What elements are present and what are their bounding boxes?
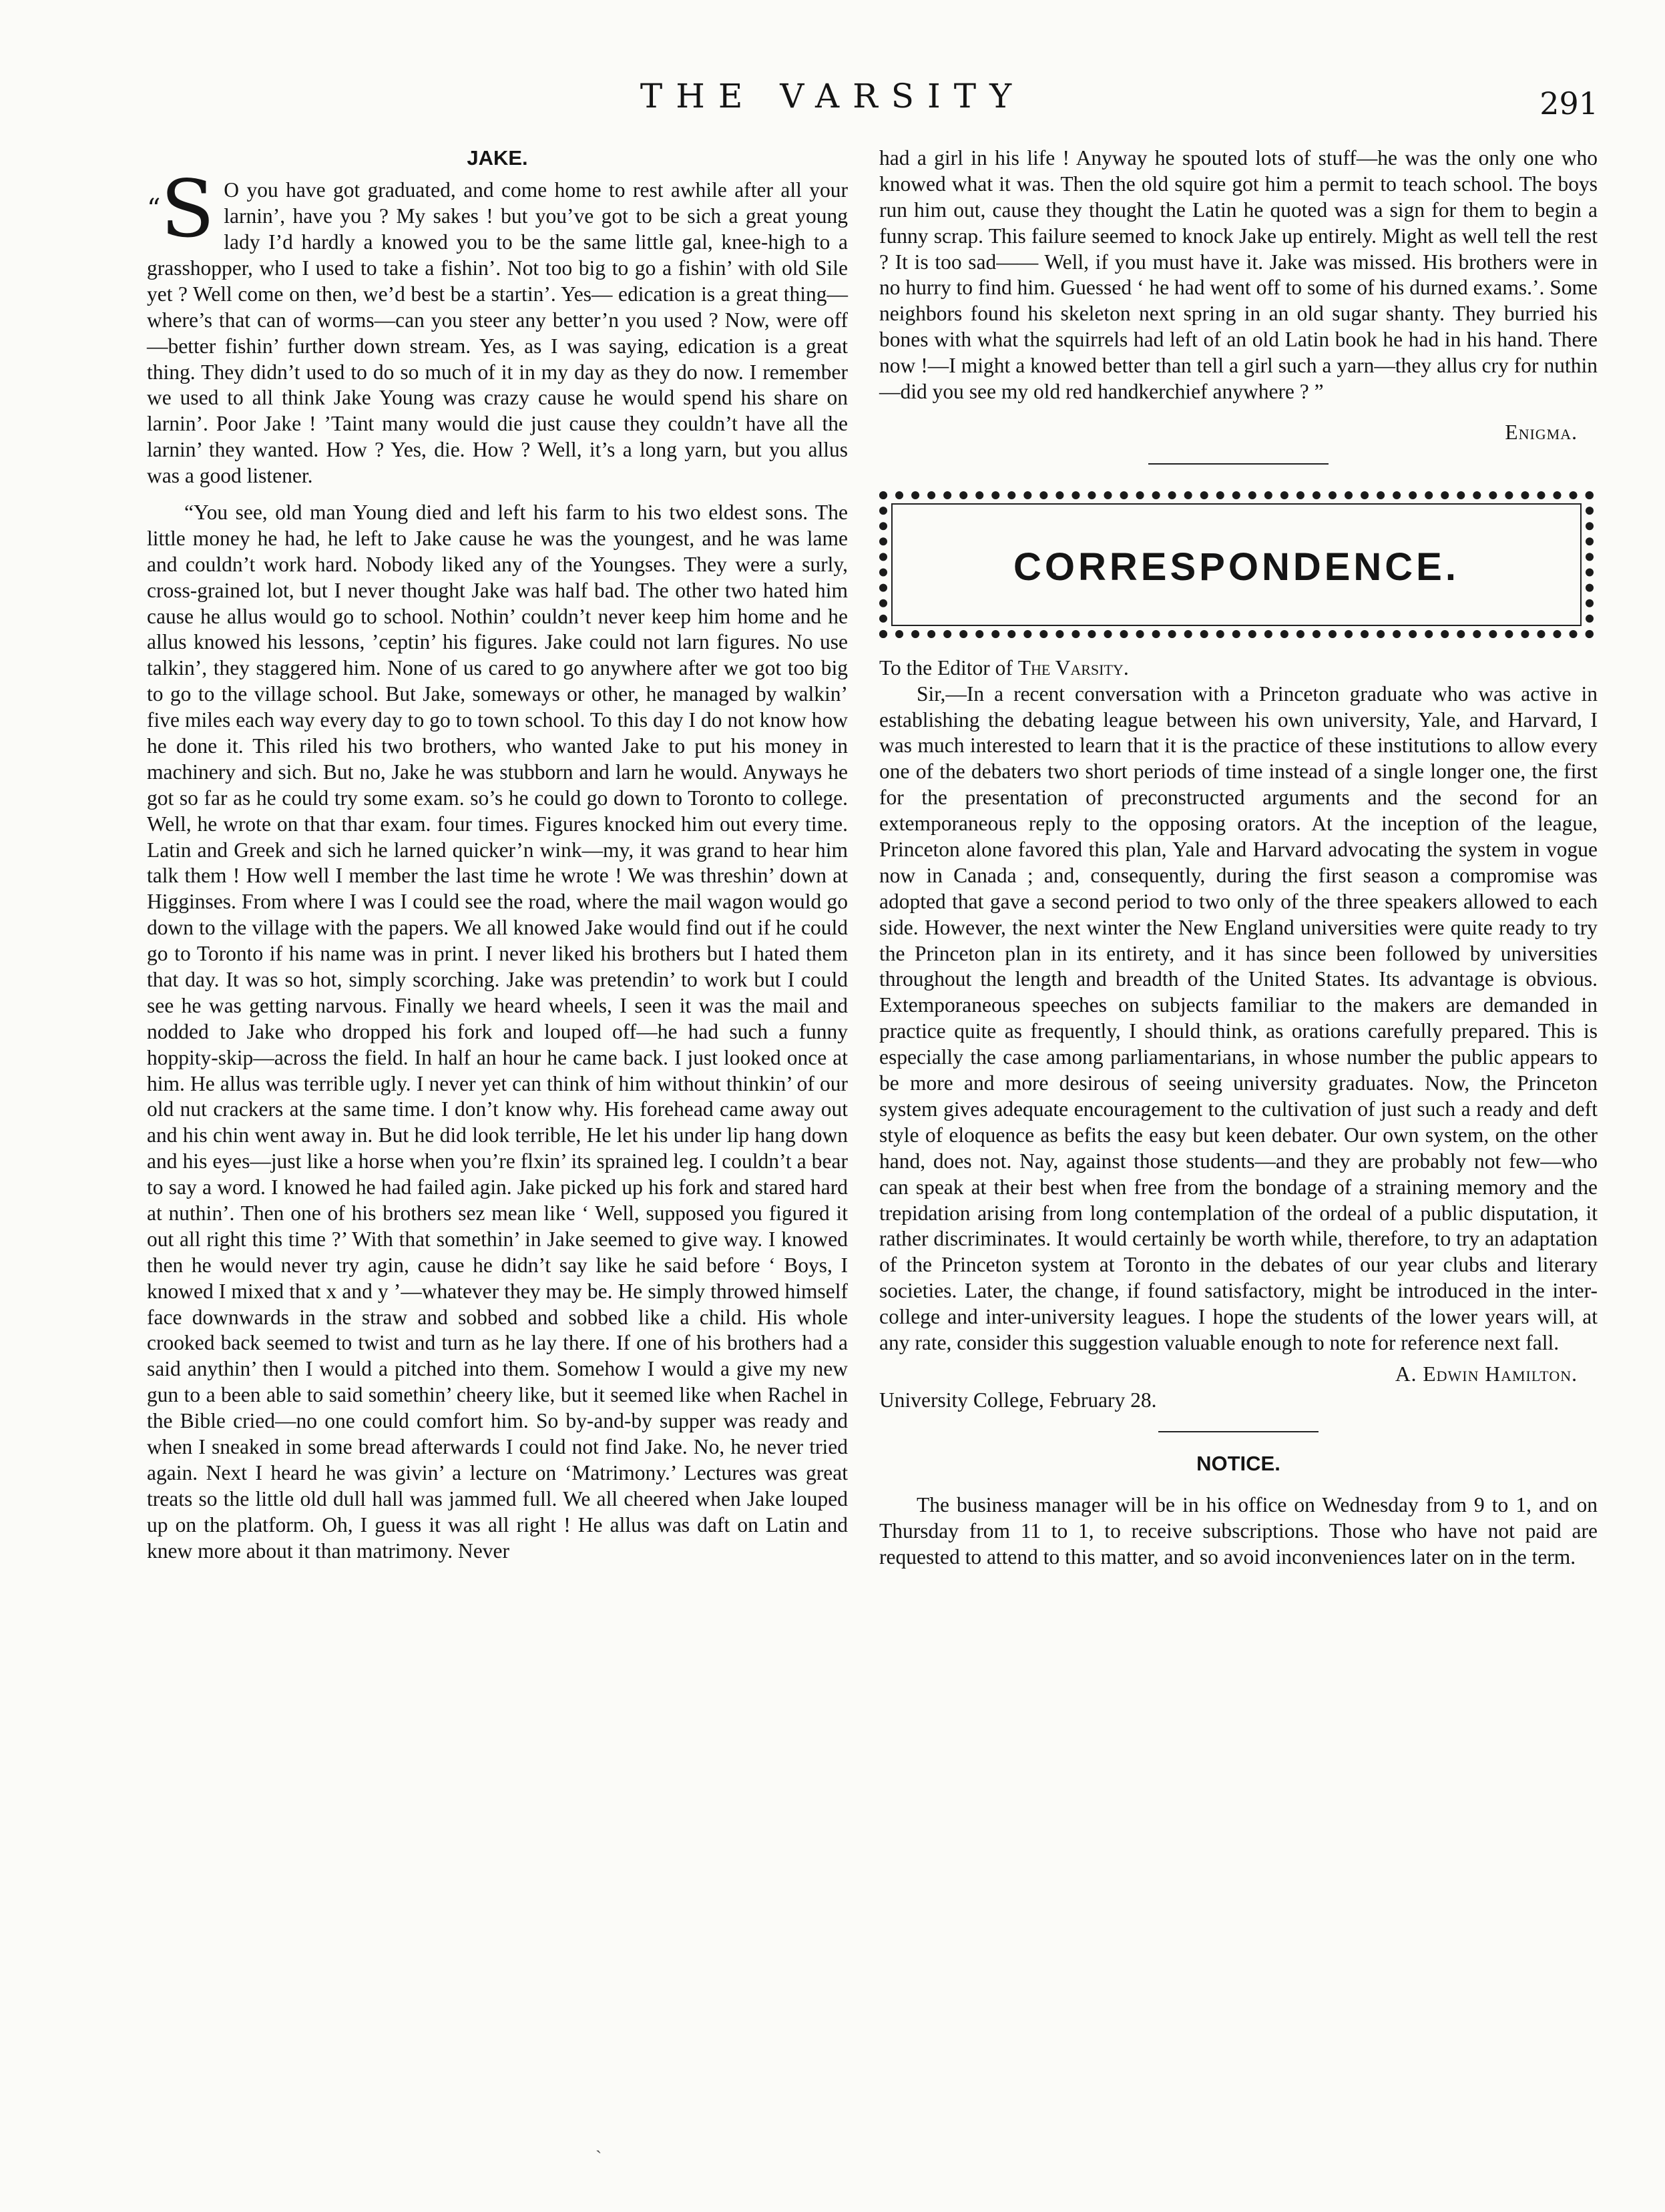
letter-signature: A. Edwin Hamilton.: [1395, 1362, 1578, 1386]
running-head: THE VARSITY: [640, 77, 1025, 115]
left-column: [147, 146, 848, 1564]
salutation-suffix: .: [1123, 655, 1129, 679]
notice-body: The business manager will be in his office on Wednesday from 9 to 1, and on Thursday from 11 to 1, to receive subscriptions. Those who have not paid are requested to attend to this matter, and so avoid inconveniences later on in the term.: [879, 1492, 1598, 1569]
jake-paragraph-1-text: O you have got graduated, and come home to rest awhile after all your larnin’, have you ? My sakes ! but you’ve got to be sich a great young lady I’d hardly a knowed you to be the same little gal, knee-high to a grasshopper, who I used to take a fishin’. Not too big to go a fishin’ with old Sile yet ? Well come on then, we’d best be a startin’. Yes— edication is a great thing—where’s that can of worms—can you steer any better’n you used ? Now, were off—better fishin’ further down stream. Yes, as I was saying, edication is a great thing. They didn’t used to do so much of it in my day as they do now. I remember we used to all think Jake Young was crazy cause he would spend his share on larnin’. Poor Jake ! ’Taint many would die just cause they couldn’t have all the larnin’ they wanted. How ? Yes, die. How ? Well, it’s a long yarn, but you allus was a good listener.: [147, 178, 848, 488]
jake-signature: Enigma.: [1505, 420, 1578, 444]
salutation-prefix: To the Editor of: [879, 655, 1018, 679]
dropcap-letter: S: [160, 163, 215, 256]
jake-heading: JAKE.: [467, 146, 528, 170]
open-quote: “: [147, 194, 161, 225]
jake-paragraph-1: [147, 163, 848, 489]
correspondence-banner: [879, 491, 1594, 638]
jake-paragraph-2: “You see, old man Young died and left his farm to his two eldest sons. The little money he had, he left to Jake cause he was the youngest, and he was lame and couldn’t work hard. Nobody liked any of the Youngses. They were a surly, cross-grained lot, but I never thought Jake was half bad. The other two hated him cause he allus would go to school. Nothin’ couldn’t never keep him home and he allus knowed his lessons, ’ceptin’ his figures. Jake could not larn figures. No use talkin’, they staggered him. None of us cared to go anywhere after we got too big to go to the village school. But Jake, someways or other, he managed by walkin’ five miles each way every day to go to town school. To this day I do not know how he done it. This riled his two brothers, who wanted Jake to put his money in machinery and sich. But no, Jake he was stubborn and larn he would. Anyways he got so far as he could try some exam. so’s he could go down to Toronto to college. Well, he wrote on that thar exam. four times. Figures knocked him out every time. Latin and Greek and sich he larned quicker’n wink—my, it was grand to hear him talk them ! How well I member the last time he wrote ! We was threshin’ down at Higginses. From where I was I could see the road, where the mail wagon would go down to the village with the papers. We all knowed Jake would find out if he could go to Toronto if his name was in print. I never liked his brothers but I hated them that day. It was so hot, simply scorching. Jake was pretendin’ to work but I could see he was getting narvous. Finally we heard wheels, I seen it was the mail and nodded to Jake who dropped his fork and louped off—he had such a funny hoppity-skip—across the field. In half an hour he came back. I just looked once at him. He allus was terrible ugly. I never yet can think of him without thinkin’ of our old nut crackers at the same time. I don’t know why. His forehead came away out and his chin went away in. But he did look terrible, He let his under lip hang down and his eyes—just like a horse when you’re flxin’ its sprained leg. I couldn’t a bear to say a word. I knowed he had failed agin. Jake picked up his fork and stared hard at nuthin’. Then one of his brothers sez mean like ‘ Well, supposed you figured it out all right this time ?’ With that somethin’ in Jake seemed to give way. I knowed then he would never try agin, cause he didn’t say like he said before ‘ Boys, I knowed I mixed that x and y ’—whatever they may be. He simply throwed himself face downwards in the straw and sobbed and sobbed like a child. His whole crooked back seemed to twist and turn as he lay there. If one of his brothers had a said anythin’ then I would a pitched into them. Somehow I would a give my new gun to a been able to said somethin’ cheery like, but it seemed like when Rachel in the Bible cried—no one could comfort him. So by-and-by supper was ready and when I sneaked in some bread afterwards I could not find Jake. No, he never tried again. Next I heard he was givin’ a lecture on ‘Matrimony.’ Lectures was great treats so the little old dull hall was jammed full. We all cheered when Jake louped up on the platform. Oh, I guess it was all right ! He allus was daft on Latin and knew more about it than matrimony. Never: [147, 500, 848, 1563]
letter-body: Sir,—In a recent conversation with a Princeton graduate who was active in establishing the debating league between his own university, Yale, and Harvard, I was much interested to learn that it is the practice of these institutions to allow every one of the debaters two short periods of time instead of a single longer one, the first for the presentation of preconstructed arguments and the second for an extemporaneous reply to the opposing orators. At the inception of the league, Princeton alone favored this plan, Yale and Harvard advocating the system in vogue now in Canada ; and, consequently, during the first season a compromise was adopted that gave a second period to two only of the three speakers allowed to each side. However, the next winter the New England universities were quite ready to try the Princeton plan in its entirety, and it has since been followed by universities throughout the length and breadth of the United States. Its advantage is obvious. Extemporaneous speeches on subjects familiar to the makers are demanded in practice quite as frequently, I should think, as orations carefully prepared. This is especially the case among parliamentarians, in whose number the public appears to be more and more desirous of seeing university graduates. Now, the Princeton system gives adequate encouragement to the cultivation of just such a ready and deft style of eloquence as befits the easy but keen debater. Our own system, on the other hand, does not. Nay, against those students—and they are probably not few—who can speak at their best when free from the bondage of a straining memory and the trepidation arising from long contemplation of the ordeal of a public disputation, it rather discriminates. It would certainly be worth while, therefore, to try an adaptation of the Princeton system at Toronto in the debates of our year clubs and literary societies. Later, the change, if found satisfactory, might be introduced in the inter-college and inter-university leagues. I hope the students of the lower years will, at any rate, consider this suggestion valuable enough to note for reference next fall.: [879, 681, 1598, 1354]
right-column: [879, 146, 1598, 1571]
notice-divider: [1158, 1431, 1319, 1432]
page-number: 291: [1539, 85, 1598, 121]
salutation-paper: The Varsity: [1017, 655, 1124, 679]
section-divider: [1148, 463, 1329, 465]
correspondence-title: CORRESPONDENCE.: [1013, 545, 1459, 589]
stray-mark: ˎ: [596, 2133, 602, 2154]
jake-continuation: had a girl in his life ! Anyway he spouted lots of stuff—he was the only one who knowed what it was. Then the old squire got him a permit to teach school. The boys run him out, cause they thought the Latin he quoted was a sign for them to begin a funny scrap. This failure seemed to knock Jake up entirely. Might as well tell the rest ? It is too sad—— Well, if you must have it. Jake was missed. His brothers were in no hurry to find him. Guessed ‘ he had went off to some of his durned exams.’. Some neighbors found his skeleton next spring in an old sugar shanty. They burried his bones with what the squirrels had left of an old Latin book he had in his hand. There now !—I might a knowed better than tell a girl such a yarn—they allus cry for nuthin—did you see my old red handkerchief anywhere ? ”: [879, 146, 1598, 404]
dropcap: [147, 163, 215, 256]
salutation: [879, 655, 1598, 681]
letter-dateline: University College, February 28.: [879, 1388, 1157, 1412]
notice-heading: NOTICE.: [1196, 1451, 1280, 1475]
paragraph-gap: [147, 489, 848, 500]
